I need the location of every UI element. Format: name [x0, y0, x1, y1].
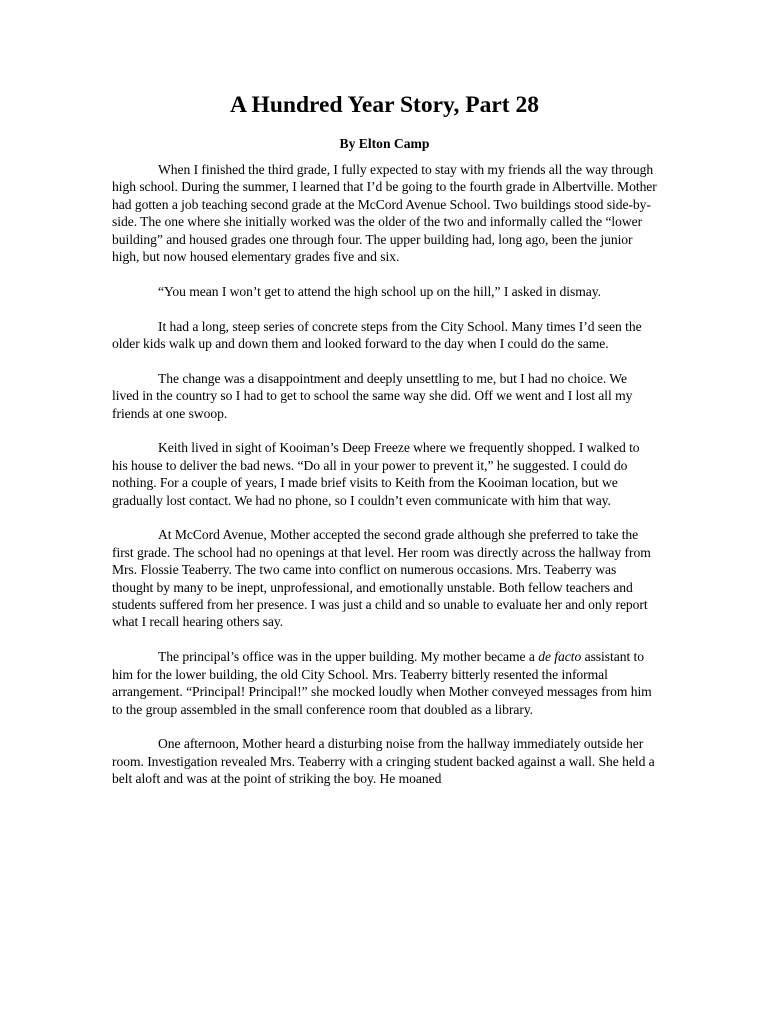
paragraph-8: One afternoon, Mother heard a disturbing noise from the hallway immediately outside her room. Investigation revealed Mrs. Teaberry with a cringing student backed against a wall. She held a belt aloft and was at the point of striking the boy. He moaned [112, 736, 655, 787]
author-byline: By Elton Camp [339, 136, 430, 151]
paragraph-3: It had a long, steep series of concrete steps from the City School. Many times I’d seen the older kids walk up and down them and looked forward to the day when I could do the same. [112, 318, 642, 352]
paragraph-5: Keith lived in sight of Kooiman’s Deep Freeze where we frequently shopped. I walked to his house to deliver the bad news. “Do all in your power to prevent it,” he suggested. I could do nothing. For a couple of years, I made brief visits to Keith from the Kooiman location, but we gradually lost contact. We had no phone, so I couldn’t even communicate with him that way. [112, 440, 640, 508]
italic-term: de facto [538, 649, 582, 665]
paragraph-7-after: assistant to him for the lower building, the old City School. Mrs. Teaberry bitterly resented the informal arrangement. “Principal! Principal!” she mocked loudly when Mother conveyed messages from him to the group assembled in the small conference room that doubled as a library. [112, 649, 652, 717]
document-page [112, 88, 657, 805]
document-title: A Hundred Year Story, Part 28 [230, 92, 539, 118]
paragraph-1: When I finished the third grade, I fully expected to stay with my friends all the way through high school. During the summer, I learned that I’d be going to the fourth grade in Albertville. Mother had gotten a job teaching second grade at the McCord Avenue School. Two buildings stood side-by-side. The one where she initially worked was the older of the two and informally called the “lower building” and housed grades one through four. The upper building had, long ago, been the junior high, but now housed elementary grades five and six. [112, 162, 657, 265]
paragraph-2: “You mean I won’t get to attend the high school up on the hill,” I asked in dismay. [158, 283, 601, 299]
paragraph-4: The change was a disappointment and deeply unsettling to me, but I had no choice. We lived in the country so I had to get to school the same way she did. Off we went and I lost all my friends at one swoop. [112, 370, 633, 421]
document-body [112, 161, 657, 788]
paragraph-6: At McCord Avenue, Mother accepted the second grade although she preferred to take the first grade. The school had no openings at that level. Her room was directly across the hallway from Mrs. Flossie Teaberry. The two came into conflict on numerous occasions. Mrs. Teaberry was thought by many to be inept, unprofessional, and emotionally unstable. Both fellow teachers and students suffered from her presence. I was just a child and so unable to evaluate her and only report what I recall hearing others say. [112, 527, 651, 630]
paragraph-7-before: The principal’s office was in the upper building. My mother became a [158, 649, 539, 665]
paragraph-7 [112, 648, 657, 718]
